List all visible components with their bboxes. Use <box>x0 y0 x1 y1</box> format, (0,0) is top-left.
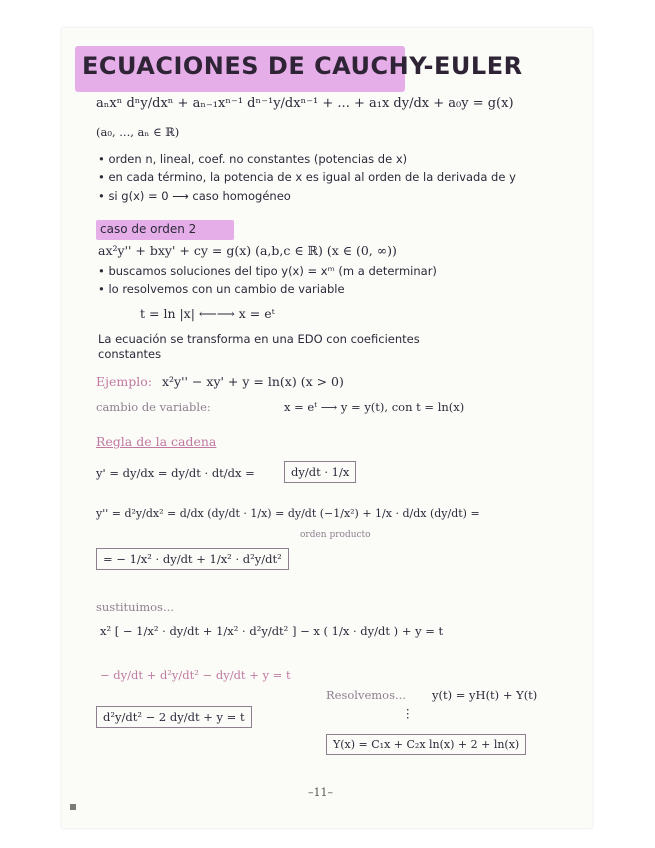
solution-structure: y(t) = yH(t) + Y(t) <box>432 688 538 702</box>
section-subtitle: caso de orden 2 <box>100 222 197 236</box>
example-variable-change: x = eᵗ ⟶ y = y(t), con t = ln(x) <box>284 400 465 414</box>
coefficient-domain: (a₀, ..., aₙ ∈ ℝ) <box>96 125 180 139</box>
transform-note-line2: constantes <box>98 347 162 361</box>
constant-coef-equation: d²y/dt² − 2 dy/dt + y = t <box>96 706 252 728</box>
general-solution: Y(x) = C₁x + C₂x ln(x) + 2 + ln(x) <box>326 734 526 755</box>
corner-mark <box>70 804 76 810</box>
second-derivative: y'' = d²y/dx² = d/dx (dy/dt · 1/x) = dy/dt (−1/x²) + 1/x · d/dx (dy/dt) = <box>96 507 480 520</box>
example-equation: x²y'' − xy' + y = ln(x) (x > 0) <box>162 374 344 389</box>
page-number: –11– <box>308 786 333 799</box>
example-label: Ejemplo: <box>96 374 152 389</box>
bullet-2: • en cada término, la potencia de x es igual al orden de la derivada de y <box>98 170 516 184</box>
first-derivative-result: dy/dt · 1/x <box>284 461 356 483</box>
ellipsis-dots: ⋮ <box>402 706 414 720</box>
solve-label: Resolvemos... <box>326 688 406 702</box>
bullet-3: • si g(x) = 0 ⟶ caso homogéneo <box>98 189 291 203</box>
order2-bullet-2: • lo resolvemos con un cambio de variable <box>98 282 345 296</box>
chain-rule-title: Regla de la cadena <box>96 434 217 449</box>
variable-change-label: cambio de variable: <box>96 400 211 414</box>
order2-equation: ax²y'' + bxy' + cy = g(x) (a,b,c ∈ ℝ) (x ∈ (0, ∞)) <box>98 243 397 258</box>
product-rule-note: orden producto <box>300 530 371 540</box>
first-derivative: y' = dy/dx = dy/dt · dt/dx = <box>96 466 255 480</box>
bullet-1: • orden n, lineal, coef. no constantes (potencias de x) <box>98 152 408 166</box>
variable-change: t = ln |x| ⟵⟶ x = eᵗ <box>140 306 275 321</box>
substituted-equation: x² [ − 1/x² · dy/dt + 1/x² · d²y/dt² ] − x ( 1/x · dy/dt ) + y = t <box>100 624 444 638</box>
simplified-equation: − dy/dt + d²y/dt² − dy/dt + y = t <box>100 668 291 682</box>
order2-bullet-1: • buscamos soluciones del tipo y(x) = xᵐ (m a determinar) <box>98 264 437 278</box>
general-equation: aₙxⁿ dⁿy/dxⁿ + aₙ₋₁xⁿ⁻¹ dⁿ⁻¹y/dxⁿ⁻¹ + ... + a₁x dy/dx + a₀y = g(x) <box>96 96 514 111</box>
second-derivative-result: = − 1/x² · dy/dt + 1/x² · d²y/dt² <box>96 548 289 570</box>
page-title: ECUACIONES DE CAUCHY-EULER <box>82 52 523 80</box>
transform-note-line1: La ecuación se transforma en una EDO con coeficientes <box>98 332 420 346</box>
substitute-label: sustituimos... <box>96 600 174 614</box>
